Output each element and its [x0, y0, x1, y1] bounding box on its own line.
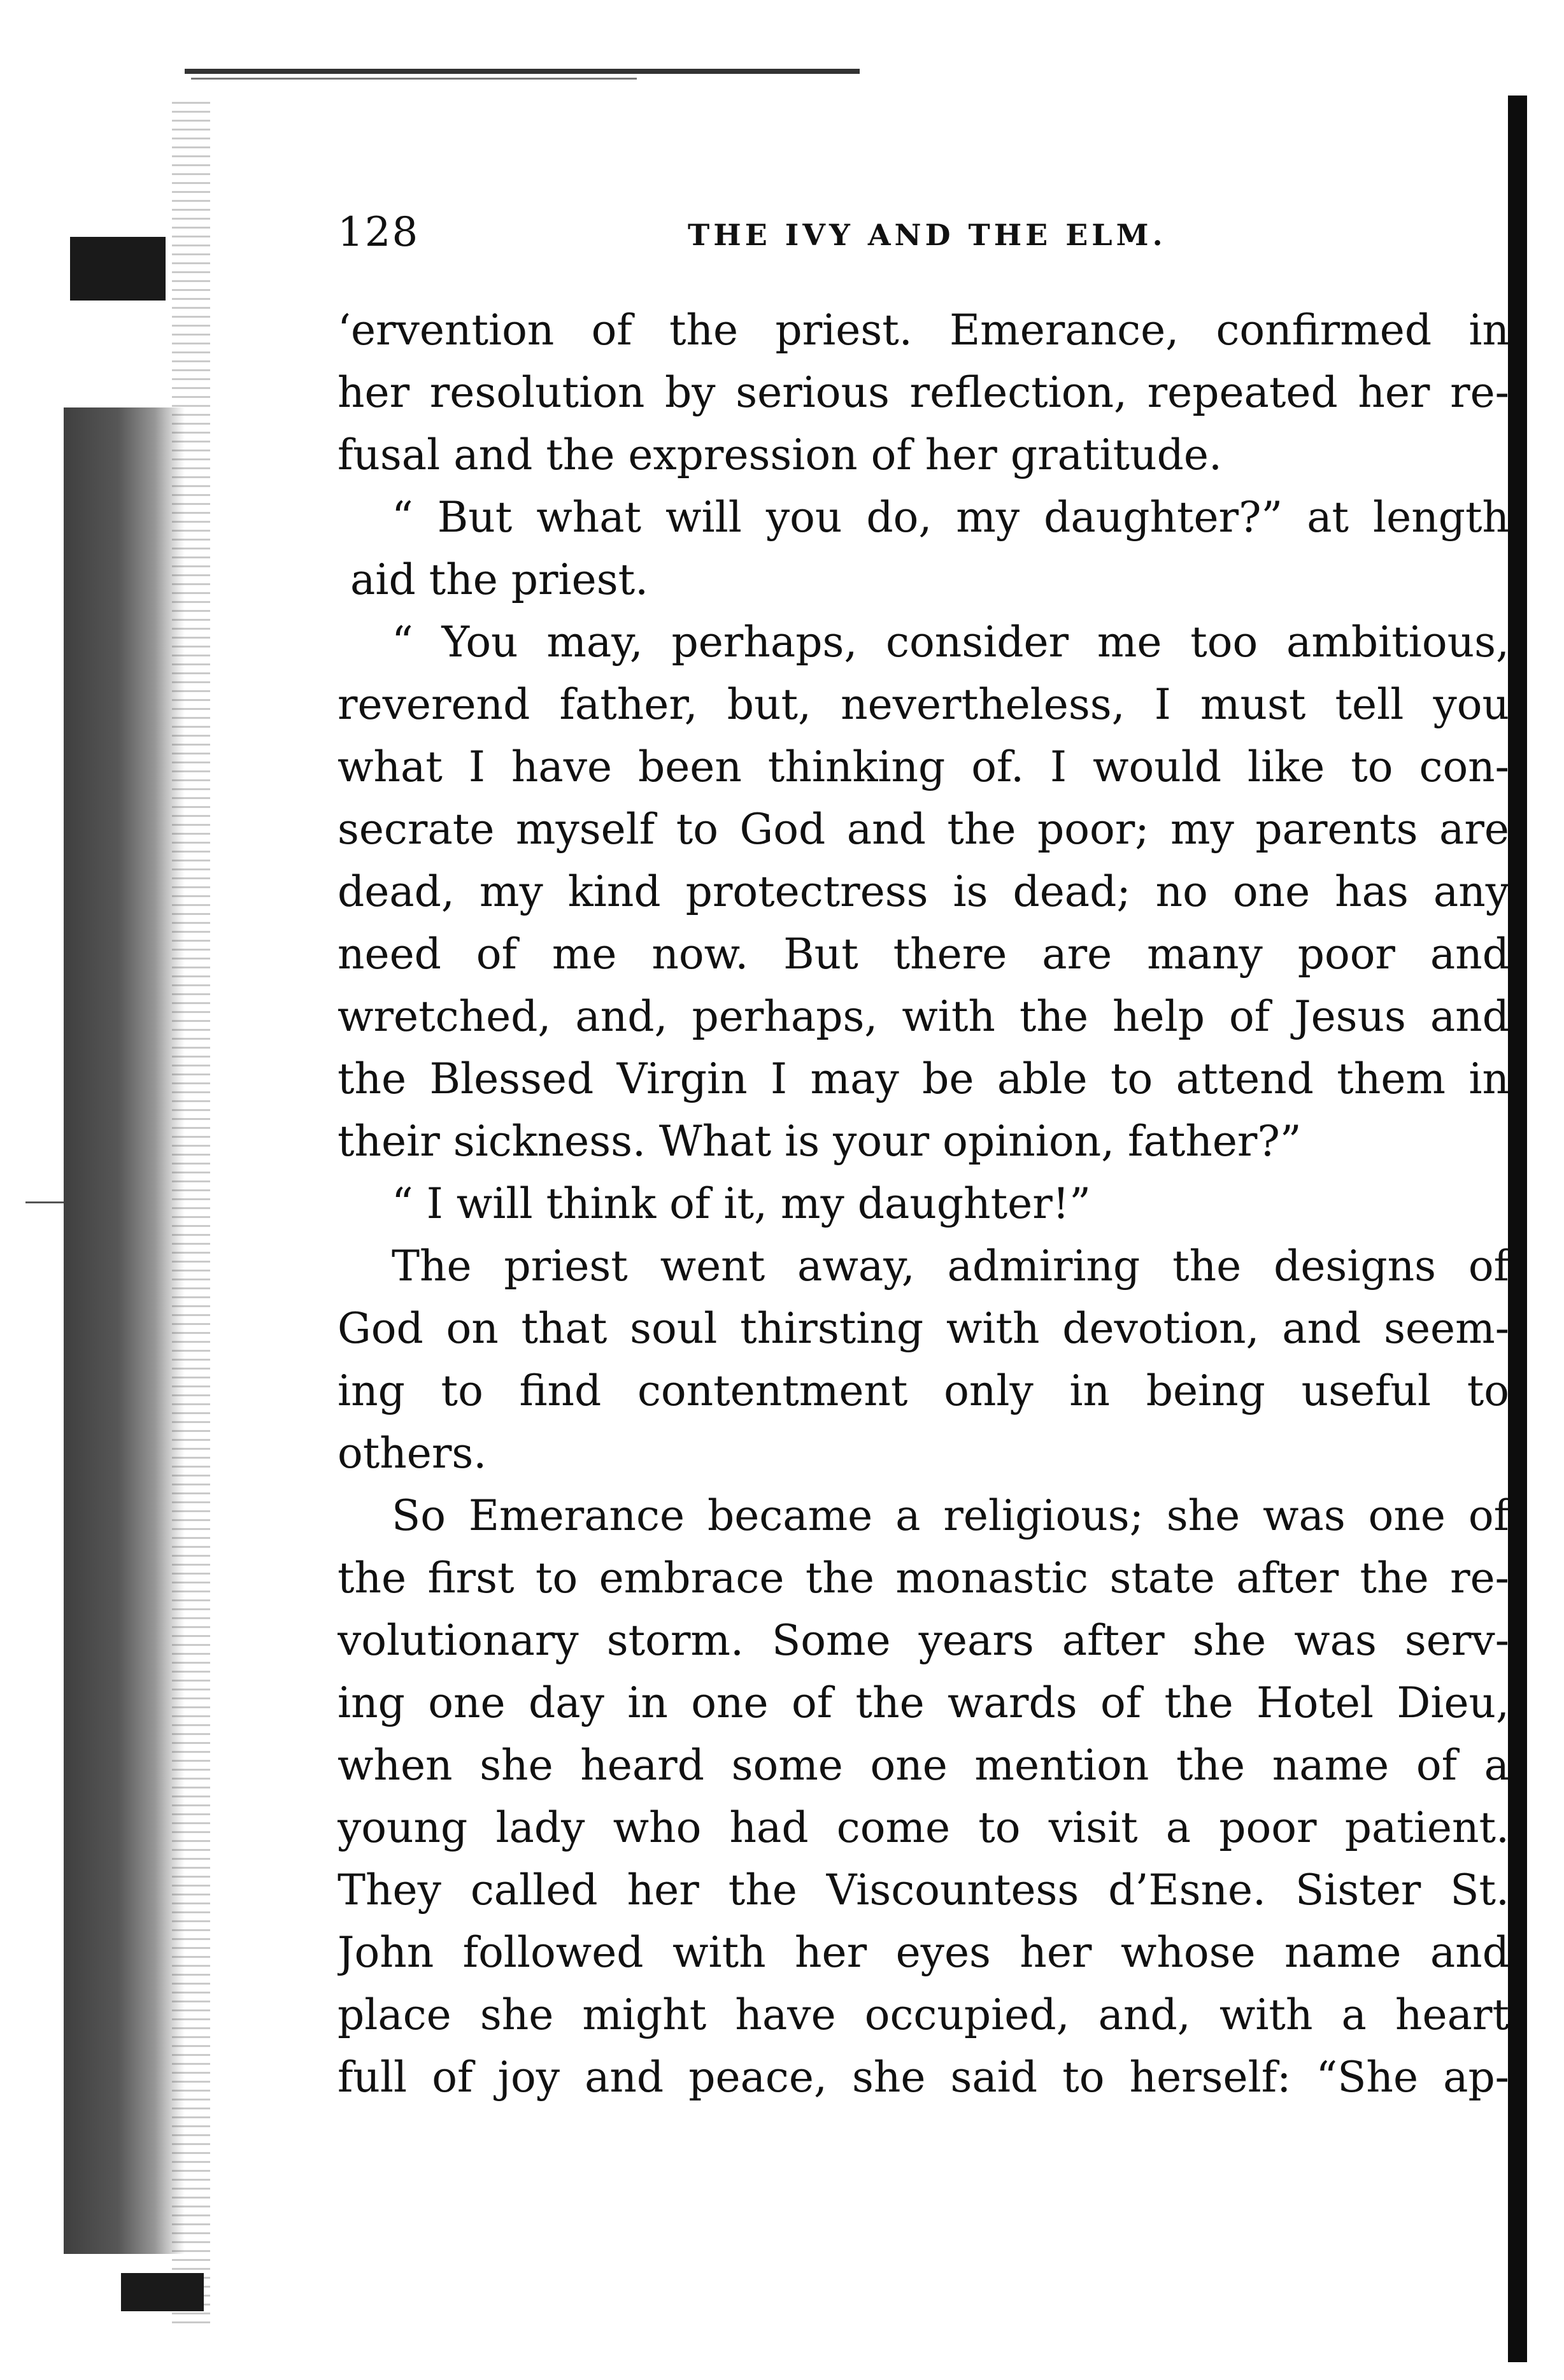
text-line: others.	[338, 1429, 487, 1478]
text-line: need of me now. But there are many poor and	[338, 930, 1509, 979]
text-line: ing one day in one of the wards of the Hotel Dieu,	[338, 1678, 1509, 1727]
scan-mark	[25, 1201, 64, 1203]
text-line: ing to find contentment only in being useful to	[338, 1366, 1509, 1415]
page-text	[338, 299, 1509, 2184]
text-line: God on that soul thirsting with devotion, and seem-	[338, 1304, 1509, 1353]
scan-edge-rule-faint	[191, 78, 637, 80]
page-number: 128	[338, 209, 420, 256]
text-line: full of joy and peace, she said to herself: “She ap-	[338, 2053, 1509, 2102]
text-line: fusal and the expression of her gratitude.	[338, 430, 1222, 479]
text-line: her resolution by serious reflection, repeated her re-	[338, 368, 1509, 417]
binding-gutter-speckle	[172, 102, 210, 2330]
text-line: young lady who had come to visit a poor patient.	[338, 1803, 1509, 1852]
text-line: wretched, and, perhaps, with the help of Jesus and	[338, 992, 1509, 1041]
text-line: John followed with her eyes her whose name and	[338, 1928, 1509, 1977]
text-line: “ You may, perhaps, consider me too ambitious,	[392, 618, 1509, 667]
scan-edge-rule	[185, 69, 860, 74]
text-line: The priest went away, admiring the designs of	[392, 1242, 1509, 1291]
text-line: what I have been thinking of. I would like to con-	[338, 742, 1509, 791]
text-line: So Emerance became a religious; she was one of	[392, 1491, 1509, 1540]
page-header	[338, 204, 1503, 261]
text-line: “ But what will you do, my daughter?” at length	[392, 493, 1509, 542]
text-line: the Blessed Virgin I may be able to attend them in	[338, 1054, 1509, 1103]
scan-dark-block	[121, 2273, 204, 2311]
binding-gutter-shadow	[64, 407, 185, 2254]
scan-dark-block	[70, 237, 166, 301]
text-line: secrate myself to God and the poor; my parents are	[338, 805, 1509, 854]
text-line: their sickness. What is your opinion, father?”	[338, 1117, 1302, 1166]
text-line: volutionary storm. Some years after she was serv-	[338, 1616, 1509, 1665]
running-head: THE IVY AND THE ELM.	[688, 218, 1167, 252]
text-line: They called her the Viscountess d’Esne. Sister St.	[338, 1866, 1509, 1915]
text-line: when she heard some one mention the name of a	[338, 1741, 1509, 1790]
text-line: ‘ervention of the priest. Emerance, confirmed in	[338, 306, 1509, 355]
text-line: reverend father, but, nevertheless, I must tell you	[338, 680, 1509, 729]
text-line: “ I will think of it, my daughter!”	[392, 1179, 1091, 1228]
text-line: place she might have occupied, and, with a heart	[338, 1990, 1509, 2039]
text-line: aid the priest.	[350, 555, 649, 604]
text-line: dead, my kind protectress is dead; no one has any	[338, 867, 1509, 916]
page-edge-bar	[1508, 96, 1527, 2362]
text-line: the first to embrace the monastic state after the re-	[338, 1554, 1509, 1603]
